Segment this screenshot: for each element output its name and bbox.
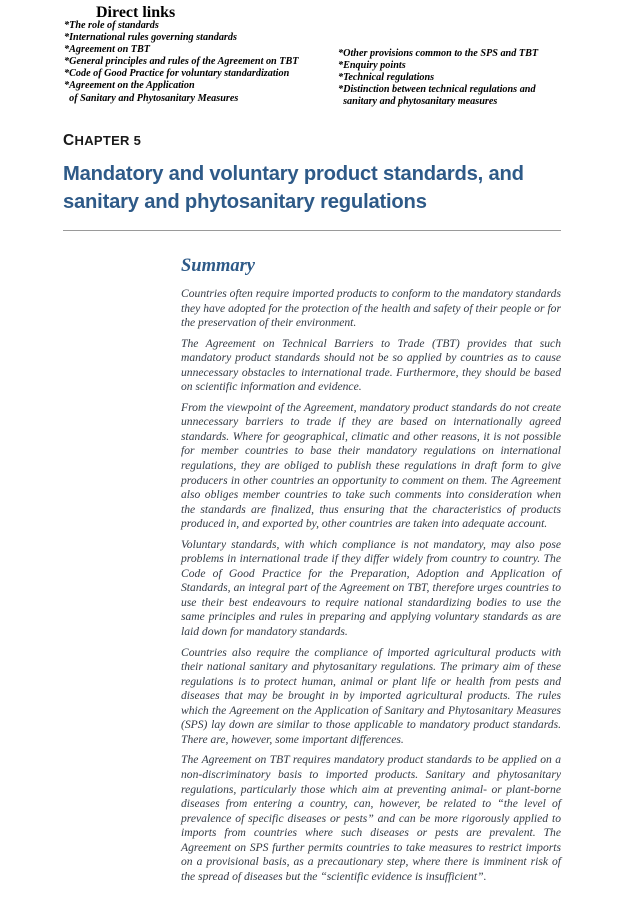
link-sps-measures[interactable]: of Sanitary and Phytosanitary Measures	[64, 92, 239, 104]
chapter-title: Mandatory and voluntary product standards, and sanitary and phytosanitary regulations	[63, 163, 524, 213]
link-code-of-good-practice[interactable]: *Code of Good Practice for voluntary standardization	[64, 68, 290, 80]
summary-paragraph: Voluntary standards, with which compliance is not mandatory, may also pose problems in international trade if they differ widely from country to country. The Code of Good Practice for the Preparation, Adoption and Application of Standards, an integral part of the Agreement on TBT, therefore urges countries to use their best endeavours to require national standardizing bodies to use the same principles and rules in preparing and applying voluntary standards as are laid down for mandatory standards.	[181, 537, 561, 639]
chapter-label	[63, 132, 141, 150]
link-agreement-on-application[interactable]: *Agreement on the Application	[64, 80, 195, 92]
link-international-rules[interactable]: *International rules governing standards	[64, 32, 237, 44]
summary-paragraph: Countries often require imported products to conform to the mandatory standards they have adopted for the protection of the health and safety of their people or for the preservation of their environment.	[181, 287, 561, 330]
section-divider	[63, 230, 561, 231]
link-enquiry-points[interactable]: *Enquiry points	[338, 60, 406, 72]
direct-links-right-column	[338, 48, 608, 108]
summary-body	[181, 287, 561, 890]
link-other-provisions[interactable]: *Other provisions common to the SPS and TBT	[338, 48, 539, 59]
direct-links-title: Direct links	[96, 4, 176, 21]
link-role-of-standards[interactable]: *The role of standards	[64, 20, 159, 31]
chapter-label-rest: HAPTER 5	[74, 133, 142, 148]
link-distinction-continued[interactable]: sanitary and phytosanitary measures	[338, 96, 498, 108]
chapter-label-initial: C	[63, 132, 75, 149]
summary-paragraph: The Agreement on Technical Barriers to Trade (TBT) provides that such mandatory product standards should not be so applied by countries as to cause unnecessary obstacles to international trade. Furthermore, they should be based on scientific information and evidence.	[181, 336, 561, 394]
link-technical-regulations[interactable]: *Technical regulations	[338, 72, 435, 84]
direct-links-left-column	[64, 20, 332, 105]
summary-paragraph: The Agreement on TBT requires mandatory product standards to be applied on a non-discriminatory basis to imported products. Sanitary and phytosanitary regulations, particularly those which aim at preventing animal- or plant-borne diseases from entering a country, can, however, be related to “the level of prevalence of specific diseases or pests” and can be more rigorously applied to imports from countries where such diseases or pests are prevalent. The Agreement on SPS further permits countries to take measures to restrict imports on a provisional basis, as a precautionary step, where there is imminent risk of the spread of diseases but the “scientific evidence is insufficient”.	[181, 753, 561, 883]
summary-paragraph: From the viewpoint of the Agreement, mandatory product standards do not create unnecessary barriers to trade if they are based on internationally agreed standards. Where for geographical, climatic and other reasons, it is not possible for member countries to base their mandatory regulations on international regulations, they are obliged to publish these regulations in draft form to give producers in other countries an opportunity to comment on them. The Agreement also obliges member countries to take such comments into consideration when the standards are finalized, thus ensuring that the characteristics of products produced in, and exported by, other countries are taken into adequate account.	[181, 400, 561, 531]
link-agreement-on-tbt[interactable]: *Agreement on TBT	[64, 44, 151, 56]
link-distinction[interactable]: *Distinction between technical regulations and	[338, 84, 536, 96]
link-general-principles-tbt[interactable]: *General principles and rules of the Agreement on TBT	[64, 56, 299, 68]
summary-heading: Summary	[181, 256, 256, 276]
summary-paragraph: Countries also require the compliance of imported agricultural products with their national sanitary and phytosanitary regulations. The primary aim of these regulations is to protect human, animal or plant life or health from pests and diseases that may be brought in by imported agricultural products. The rules which the Agreement on the Application of Sanitary and Phytosanitary Measures (SPS) lay down are similar to those applicable to mandatory product standards. There are, however, some important differences.	[181, 645, 561, 746]
